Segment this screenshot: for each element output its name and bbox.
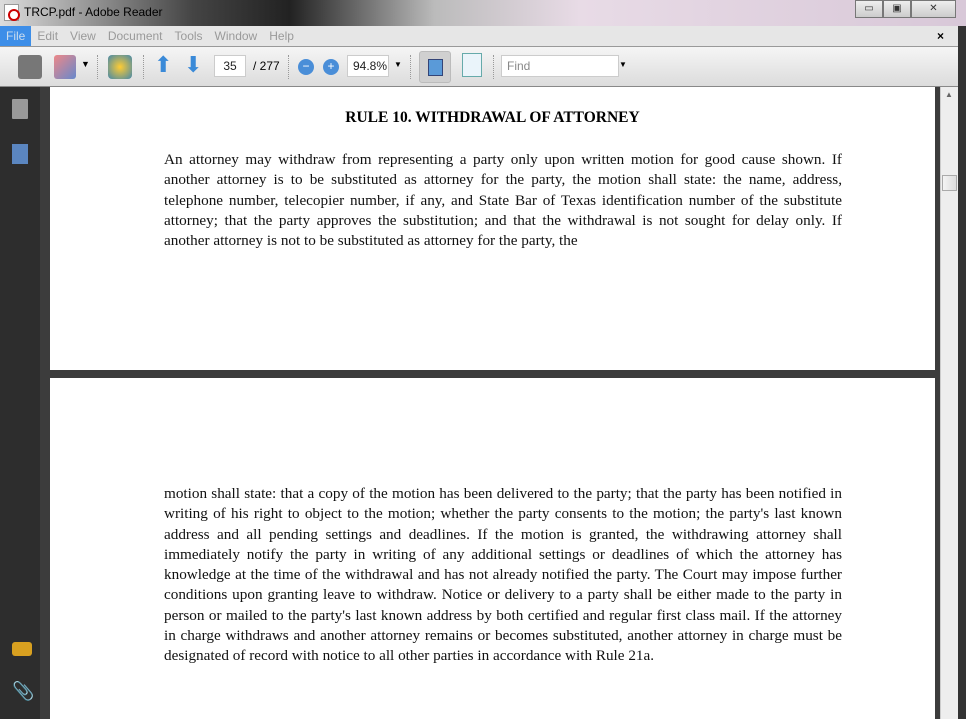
menu-document[interactable]: Document [107, 29, 163, 43]
page-number-input[interactable]: 35 [214, 55, 246, 77]
scroll-up-icon[interactable]: ▲ [945, 90, 953, 99]
find-input[interactable]: Find [501, 55, 619, 77]
print-icon[interactable] [18, 55, 42, 79]
pages-icon[interactable] [12, 99, 28, 119]
scrollbar-thumb[interactable] [942, 175, 957, 191]
collaborate-icon[interactable] [108, 55, 132, 79]
bookmarks-icon[interactable] [12, 144, 28, 164]
pdf-icon [4, 4, 19, 21]
fit-width-button[interactable] [419, 51, 451, 83]
menu-file[interactable]: File [0, 26, 31, 46]
zoom-dropdown-icon[interactable]: ▼ [394, 60, 402, 69]
separator [493, 55, 494, 79]
minimize-button[interactable]: ▭ [855, 0, 883, 18]
separator [143, 55, 144, 79]
comments-icon[interactable] [12, 642, 32, 656]
menu-bar [0, 26, 958, 47]
menu-view[interactable]: View [70, 29, 96, 43]
fit-page-icon[interactable] [462, 53, 482, 77]
window-title: TRCP.pdf - Adobe Reader [24, 5, 163, 19]
separator [288, 55, 289, 79]
close-button[interactable]: ✕ [911, 0, 956, 18]
document-viewer[interactable] [40, 87, 940, 719]
maximize-button[interactable]: ▣ [883, 0, 911, 18]
paragraph: An attorney may withdraw from representing a party only upon written motion for good cause shown. If another attorney is to be substituted as attorney for the party, the motion shall state: the name, address, telephone number, telecopier number, if any, and State Bar of Texas identification number of the substitute attorney; that the party approves the substitution; and that the withdrawal is not sought for delay only. If another attorney is not to be substituted as attorney for the party, the [164, 151, 842, 250]
zoom-in-icon[interactable]: + [323, 59, 339, 75]
paragraph: motion shall state: that a copy of the motion has been delivered to the party; that the party has been notified in writing of his right to object to the motion; whether the party consents to the motion; the party's last known address and all pending settings and deadlines. If the motion is granted, the withdrawing attorney shall immediately notify the party in writing of any additional settings or deadlines of which the attorney has knowledge at the time of the withdrawal and has not already notified the party. The Court may impose further conditions upon granting leave to withdraw. Notice or delivery to a party shall be either made to the party in person or mailed to the party's last known address by both certified and regular first class mail. If the attorney in charge withdraws and another attorney remains or becomes substituted, another attorney in charge must be designated of record with notice to all other parties in accordance with Rule 21a. [164, 485, 842, 665]
vertical-scrollbar[interactable] [940, 87, 958, 719]
chevron-down-icon[interactable]: ▼ [81, 59, 90, 69]
rule-heading: RULE 10. WITHDRAWAL OF ATTORNEY [345, 109, 640, 126]
attachment-icon[interactable]: 📎 [12, 681, 35, 701]
title-bar [0, 0, 966, 26]
menu-edit[interactable]: Edit [37, 29, 59, 43]
pdf-page [50, 87, 935, 370]
toolbar [0, 47, 958, 87]
pdf-page [50, 378, 935, 719]
close-document-button[interactable]: × [936, 29, 944, 43]
separator [410, 55, 411, 79]
separator [97, 55, 98, 79]
navigation-sidebar [0, 87, 40, 719]
zoom-out-icon[interactable]: − [298, 59, 314, 75]
share-icon[interactable] [54, 55, 76, 79]
zoom-input[interactable]: 94.8% [347, 55, 389, 77]
find-dropdown-icon[interactable]: ▼ [619, 60, 627, 69]
window-border [958, 26, 966, 719]
next-page-icon[interactable]: ⬇ [184, 52, 203, 77]
menu-tools[interactable]: Tools [174, 29, 203, 43]
menu-window[interactable]: Window [214, 29, 258, 43]
page-total: / 277 [253, 59, 280, 73]
menu-help[interactable]: Help [269, 29, 294, 43]
previous-page-icon[interactable]: ⬆ [154, 52, 173, 77]
